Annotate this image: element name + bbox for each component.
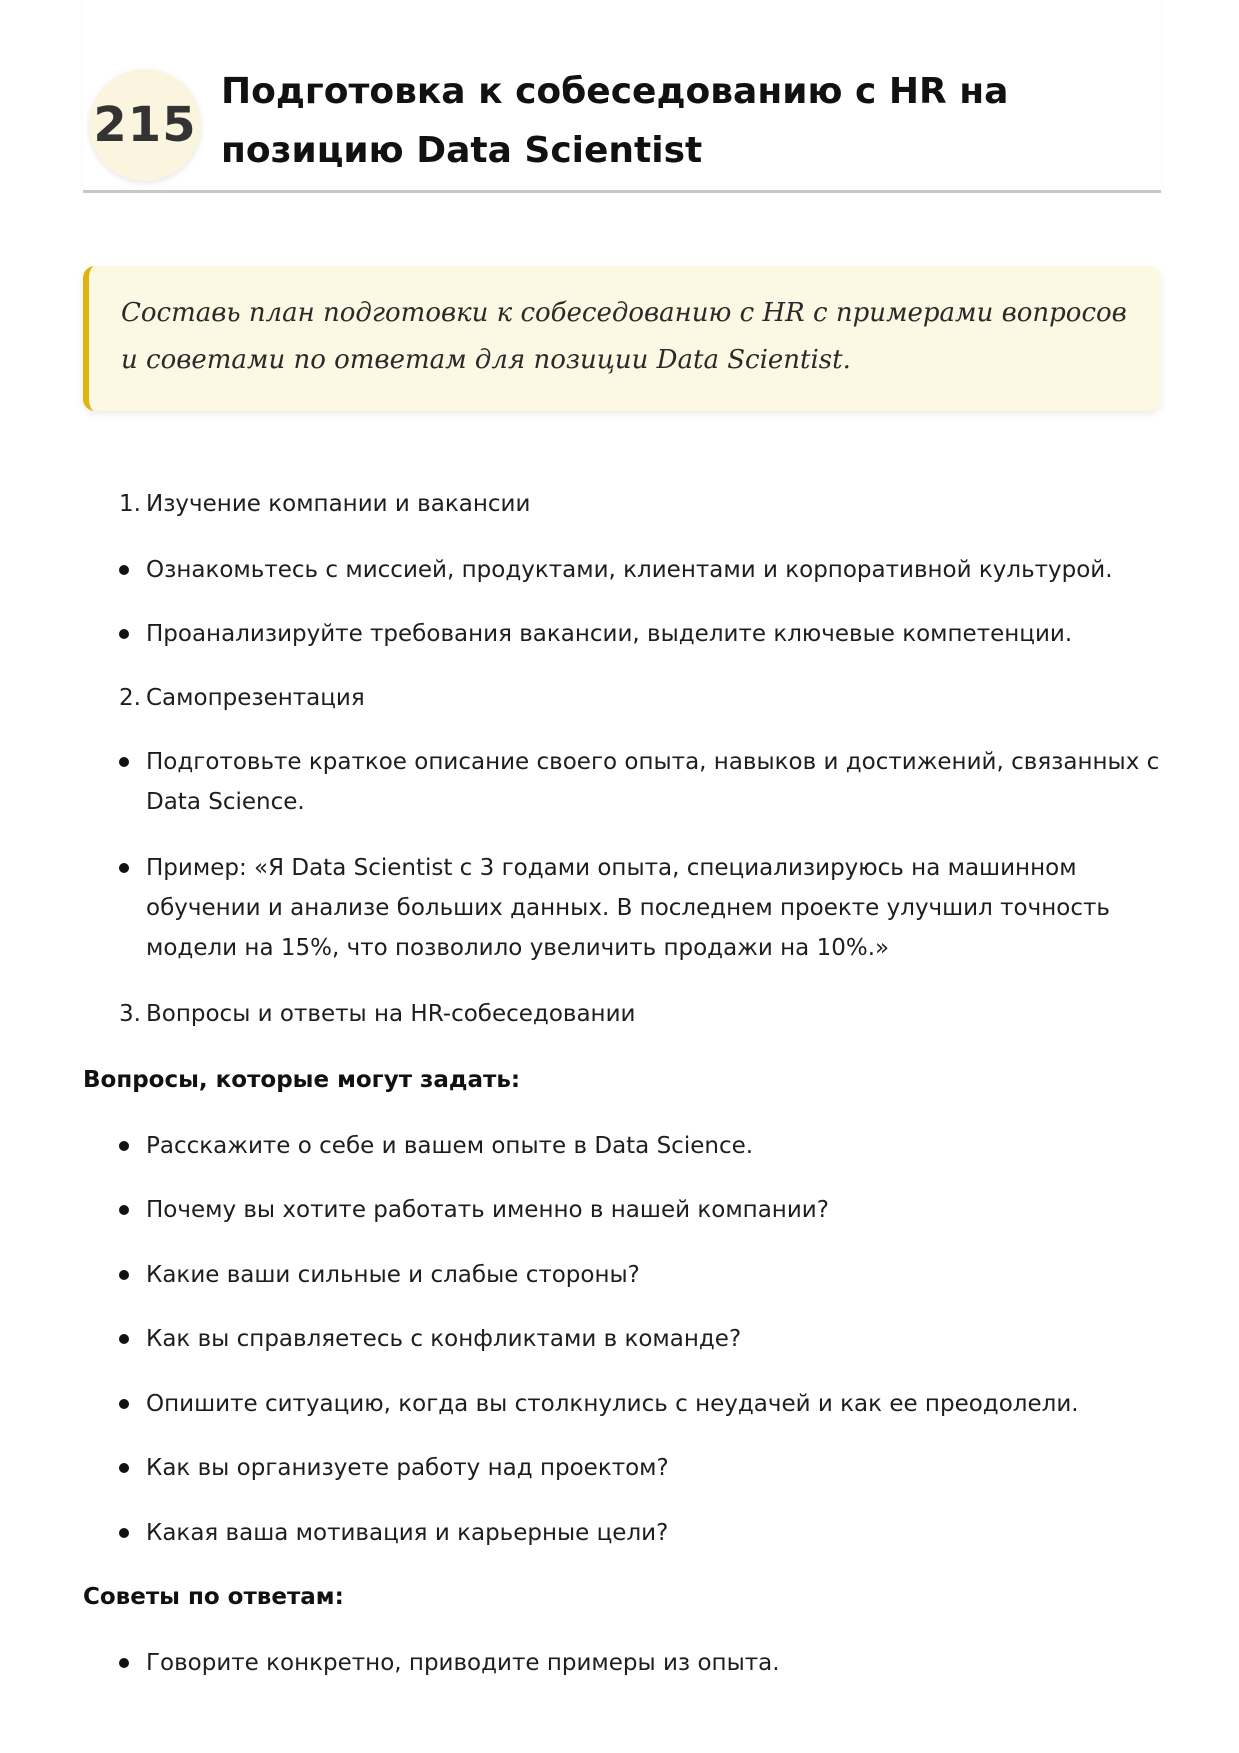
tips-heading: Советы по ответам: bbox=[83, 1584, 344, 1610]
list-item-text: Какая ваша мотивация и карьерные цели? bbox=[146, 1520, 669, 1546]
bullet-icon bbox=[119, 1658, 129, 1668]
list-item bbox=[83, 614, 1161, 654]
list-item-text: Говорите конкретно, приводите примеры из опыта. bbox=[146, 1650, 780, 1676]
plan-section-1 bbox=[83, 484, 1161, 524]
list-item-text: Как вы организуете работу над проектом? bbox=[146, 1455, 669, 1481]
list-item bbox=[83, 550, 1161, 590]
document-page bbox=[83, 0, 1161, 1676]
prompt-text: Составь план подготовки к собеседованию с HR с примерами вопросов и советами по ответам для позиции Data Scientist. bbox=[121, 298, 1127, 375]
bullet-icon bbox=[119, 1528, 129, 1538]
list-item-text: Проанализируйте требования вакансии, выделите ключевые компетенции. bbox=[146, 621, 1073, 647]
item-number-badge: 215 bbox=[89, 69, 201, 181]
bullet-icon bbox=[119, 629, 129, 639]
questions-heading: Вопросы, которые могут задать: bbox=[83, 1067, 521, 1093]
list-item-text: Почему вы хотите работать именно в нашей компании? bbox=[146, 1197, 829, 1223]
section-number: 2. bbox=[119, 685, 141, 711]
list-item bbox=[83, 1319, 1161, 1359]
bullet-icon bbox=[119, 1399, 129, 1409]
list-item-text: Расскажите о себе и вашем опыте в Data Science. bbox=[146, 1133, 754, 1159]
section-number: 1. bbox=[119, 491, 141, 517]
plan-section-3 bbox=[83, 994, 1161, 1034]
list-item-text: Подготовьте краткое описание своего опыта, навыков и достижений, связанных с Data Science. bbox=[146, 749, 1160, 815]
page-title: Подготовка к собеседованию с HR на позицию Data Scientist bbox=[221, 71, 1009, 171]
bullet-icon bbox=[119, 863, 129, 873]
section-label: Изучение компании и вакансии bbox=[146, 491, 531, 517]
bullet-icon bbox=[119, 1334, 129, 1344]
section-number: 3. bbox=[119, 1001, 141, 1027]
plan-section-2 bbox=[83, 678, 1161, 718]
bullet-icon bbox=[119, 565, 129, 575]
page-header bbox=[83, 0, 1161, 193]
list-item bbox=[83, 1255, 1161, 1295]
list-item-text: Какие ваши сильные и слабые стороны? bbox=[146, 1262, 640, 1288]
list-item bbox=[83, 1513, 1161, 1553]
list-item-text: Опишите ситуацию, когда вы столкнулись с неудачей и как ее преодолели. bbox=[146, 1391, 1079, 1417]
bullet-icon bbox=[119, 1141, 129, 1151]
bullet-icon bbox=[119, 1205, 129, 1215]
list-item bbox=[83, 1643, 1161, 1683]
list-item bbox=[83, 1126, 1161, 1166]
section-label: Самопрезентация bbox=[146, 685, 365, 711]
bullet-icon bbox=[119, 1463, 129, 1473]
bullet-icon bbox=[119, 757, 129, 767]
list-item bbox=[83, 848, 1161, 968]
list-item-text: Как вы справляетесь с конфликтами в команде? bbox=[146, 1326, 742, 1352]
list-item-text: Пример: «Я Data Scientist с 3 годами опыта, специализируюсь на машинном обучении и анализе больших данных. В последнем проекте улучшил точность модели на 15%, что позволило увеличить продажи на 10%.» bbox=[146, 855, 1110, 961]
list-item bbox=[83, 742, 1161, 822]
list-item bbox=[83, 1384, 1161, 1424]
section-label: Вопросы и ответы на HR-собеседовании bbox=[146, 1001, 636, 1027]
list-item bbox=[83, 1190, 1161, 1230]
list-item-text: Ознакомьтесь с миссией, продуктами, клиентами и корпоративной культурой. bbox=[146, 557, 1113, 583]
bullet-icon bbox=[119, 1270, 129, 1280]
prompt-box bbox=[83, 266, 1161, 411]
list-item bbox=[83, 1448, 1161, 1488]
